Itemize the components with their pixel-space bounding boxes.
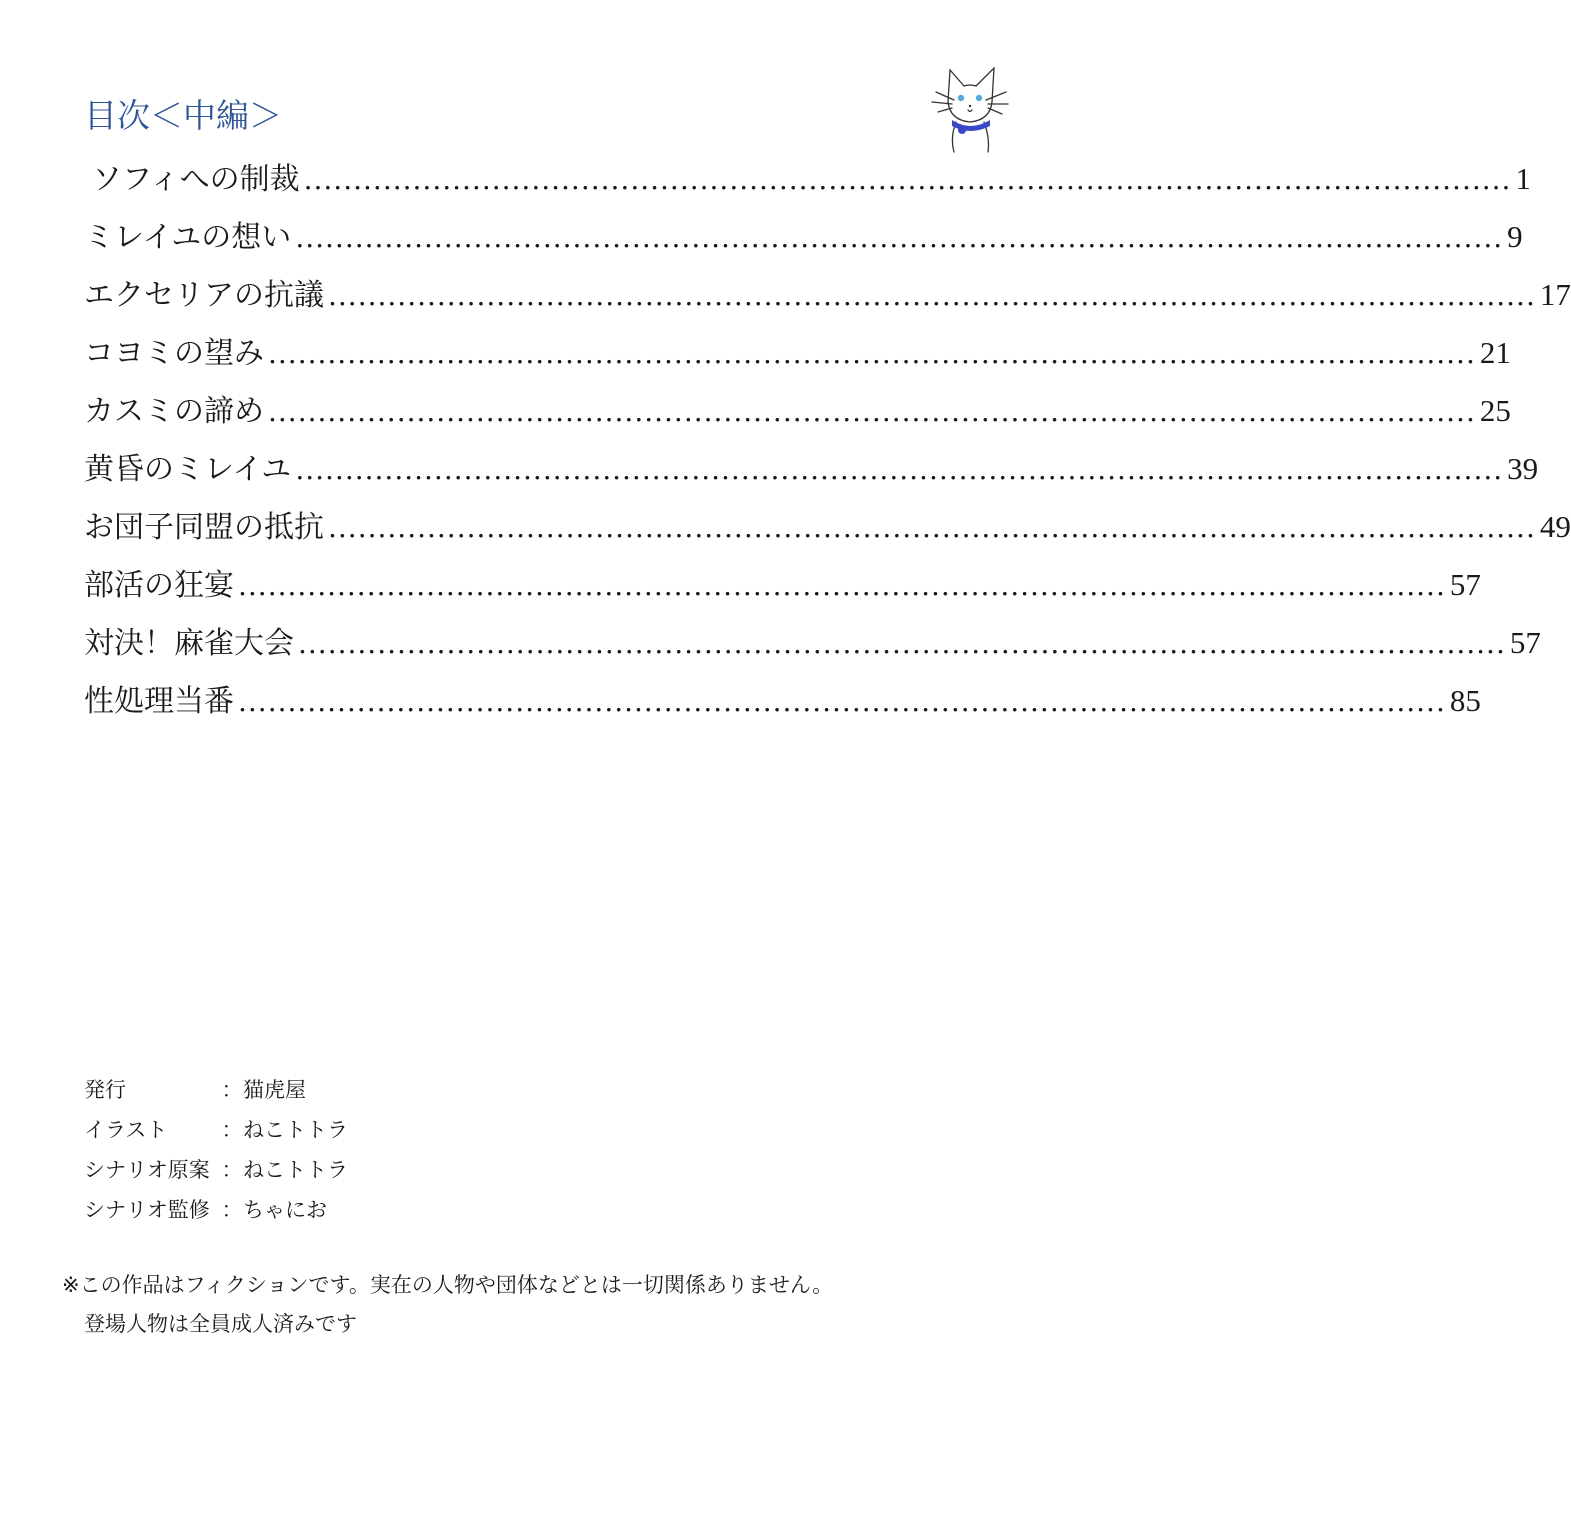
fiction-notice — [62, 1266, 833, 1344]
credit-separator: ： — [221, 1078, 243, 1102]
toc-entry[interactable] — [84, 382, 1511, 440]
credit-row — [84, 1070, 348, 1110]
toc-leader-dots: .......................................................................................................................... — [238, 569, 1446, 602]
toc-entry-page: 21 — [1479, 335, 1511, 370]
toc-leader-dots: .......................................................................................................................... — [328, 511, 1536, 544]
credit-value: 猫虎屋 — [243, 1078, 306, 1102]
toc-entry-page: 9 — [1507, 219, 1523, 254]
toc-list — [84, 150, 1571, 730]
toc-leader-dots: .......................................................................................................................... — [303, 163, 1512, 196]
toc-entry[interactable] — [84, 614, 1541, 672]
toc-entry-title: 部活の狂宴 — [84, 568, 234, 603]
toc-entry-page: 17 — [1539, 277, 1571, 312]
toc-entry[interactable] — [84, 150, 1531, 208]
toc-leader-dots: .......................................................................................................................... — [268, 395, 1476, 428]
toc-entry[interactable] — [84, 266, 1571, 324]
credit-label: 発行 — [84, 1078, 126, 1102]
toc-entry[interactable] — [84, 672, 1481, 730]
toc-entry-page: 85 — [1449, 683, 1481, 718]
credit-label: シナリオ原案 — [84, 1158, 210, 1182]
credit-label: シナリオ監修 — [84, 1198, 210, 1222]
toc-entry-page: 49 — [1539, 509, 1571, 544]
toc-entry-title: ソフィへの制裁 — [92, 162, 300, 197]
credit-row — [84, 1150, 348, 1190]
credit-separator: ： — [221, 1118, 243, 1142]
credit-value: ねこトトラ — [243, 1118, 348, 1142]
credit-row — [84, 1190, 348, 1230]
toc-entry[interactable] — [84, 498, 1571, 556]
toc-entry-page: 57 — [1509, 625, 1541, 660]
toc-leader-dots: .......................................................................................................................... — [238, 685, 1446, 718]
credit-separator: ： — [221, 1198, 243, 1222]
toc-leader-dots: .......................................................................................................................... — [268, 337, 1476, 370]
toc-entry-title: コヨミの望み — [84, 336, 264, 371]
toc-entry[interactable] — [84, 556, 1481, 614]
toc-entry-title: ミレイユの想い — [84, 220, 292, 255]
toc-entry-title: 黄昏のミレイユ — [84, 452, 292, 487]
toc-entry-title: お団子同盟の抵抗 — [84, 510, 324, 545]
toc-entry-title: 対決！麻雀大会 — [84, 626, 294, 661]
credit-separator: ： — [221, 1158, 243, 1182]
toc-entry-title: 性処理当番 — [84, 684, 234, 719]
toc-entry-page: 39 — [1507, 451, 1539, 486]
toc-entry-page: 57 — [1449, 567, 1481, 602]
notice-line-1: ※この作品はフィクションです。実在の人物や団体などとは一切関係ありません。 — [62, 1273, 834, 1297]
credit-value: ちゃにお — [243, 1198, 327, 1222]
toc-entry-page: 1 — [1515, 161, 1531, 196]
credit-value: ねこトトラ — [243, 1158, 348, 1182]
cat-mascot-icon — [930, 62, 1010, 154]
credit-row — [84, 1110, 348, 1150]
credit-label: イラスト — [84, 1118, 168, 1142]
toc-entry-page: 25 — [1479, 393, 1511, 428]
toc-entry[interactable] — [84, 208, 1523, 266]
toc-leader-dots: .......................................................................................................................... — [328, 279, 1536, 312]
toc-title: 目次＜中編＞ — [84, 96, 282, 135]
toc-entry-title: カスミの諦め — [84, 394, 264, 429]
credits — [84, 1070, 348, 1230]
toc-leader-dots: .......................................................................................................................... — [295, 221, 1504, 254]
toc-entry[interactable] — [84, 324, 1511, 382]
toc-leader-dots: .......................................................................................................................... — [295, 453, 1504, 486]
toc-leader-dots: .......................................................................................................................... — [298, 627, 1506, 660]
toc-entry-title: エクセリアの抗議 — [84, 278, 324, 313]
toc-entry[interactable] — [84, 440, 1539, 498]
notice-line-2: 登場人物は全員成人済みです — [84, 1312, 357, 1336]
